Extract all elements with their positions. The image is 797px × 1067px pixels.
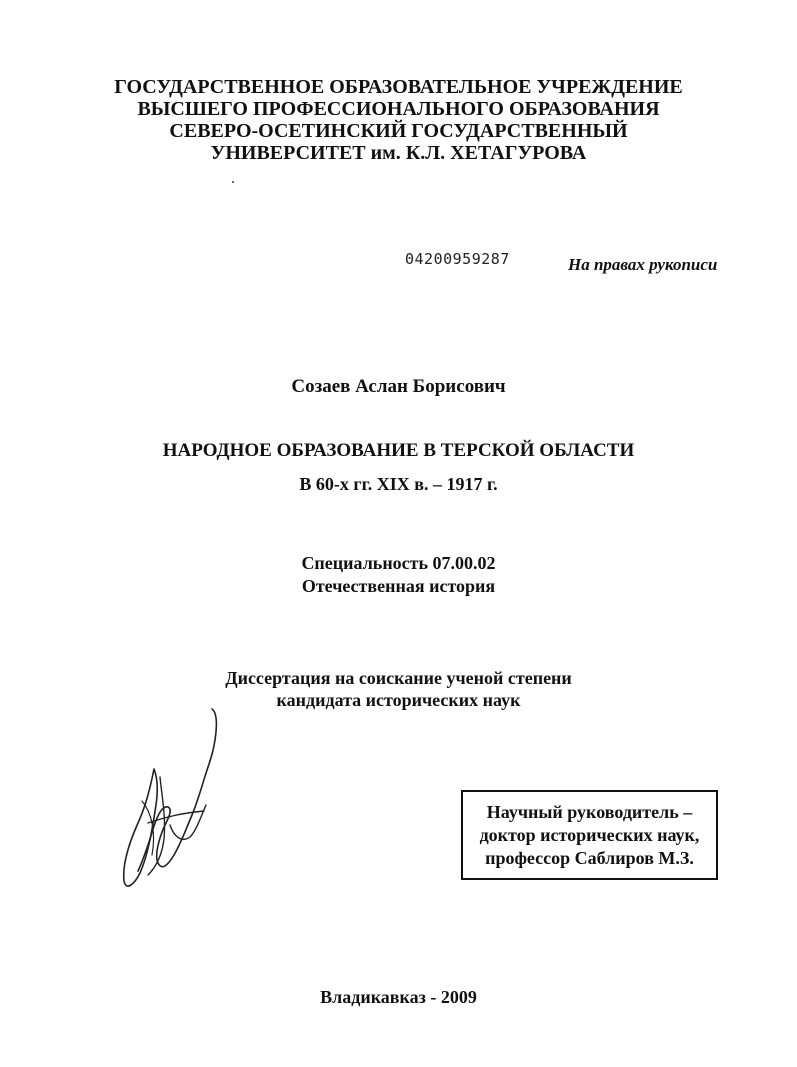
author-name: Созаев Аслан Борисович: [291, 376, 506, 397]
manuscript-rights: На правах рукописи: [568, 255, 718, 274]
supervisor-box: [461, 790, 718, 880]
institution-line: СЕВЕРО-ОСЕТИНСКИЙ ГОСУДАРСТВЕННЫЙ: [169, 120, 628, 142]
dissertation-subtitle: В 60-х гг. XIX в. – 1917 г.: [299, 474, 498, 494]
supervisor-line-2: доктор исторических наук,: [479, 825, 700, 845]
institution-line: ВЫСШЕГО ПРОФЕССИОНАЛЬНОГО ОБРАЗОВАНИЯ: [137, 98, 660, 120]
institution-line: УНИВЕРСИТЕТ им. К.Л. ХЕТАГУРОВА: [210, 142, 587, 164]
supervisor-line-1: Научный руководитель –: [486, 802, 693, 822]
institution-header: [0, 76, 797, 164]
scan-speck: [232, 181, 234, 183]
specialty-code: Специальность 07.00.02: [301, 553, 496, 573]
degree-line-2: кандидата исторических наук: [276, 690, 521, 710]
dissertation-title: НАРОДНОЕ ОБРАЗОВАНИЕ В ТЕРСКОЙ ОБЛАСТИ: [162, 440, 635, 461]
signature-image: [112, 705, 232, 895]
specialty-block: [0, 552, 797, 598]
degree-line-1: Диссертация на соискание ученой степени: [225, 668, 572, 688]
supervisor-line-3: профессор Саблиров М.З.: [485, 848, 694, 868]
institution-line: ГОСУДАРСТВЕННОЕ ОБРАЗОВАТЕЛЬНОЕ УЧРЕЖДЕНИЕ: [114, 76, 683, 98]
stamp-number: 04200959287: [405, 250, 510, 268]
specialty-name: Отечественная история: [301, 576, 496, 596]
city-year: Владикавказ - 2009: [320, 987, 477, 1007]
